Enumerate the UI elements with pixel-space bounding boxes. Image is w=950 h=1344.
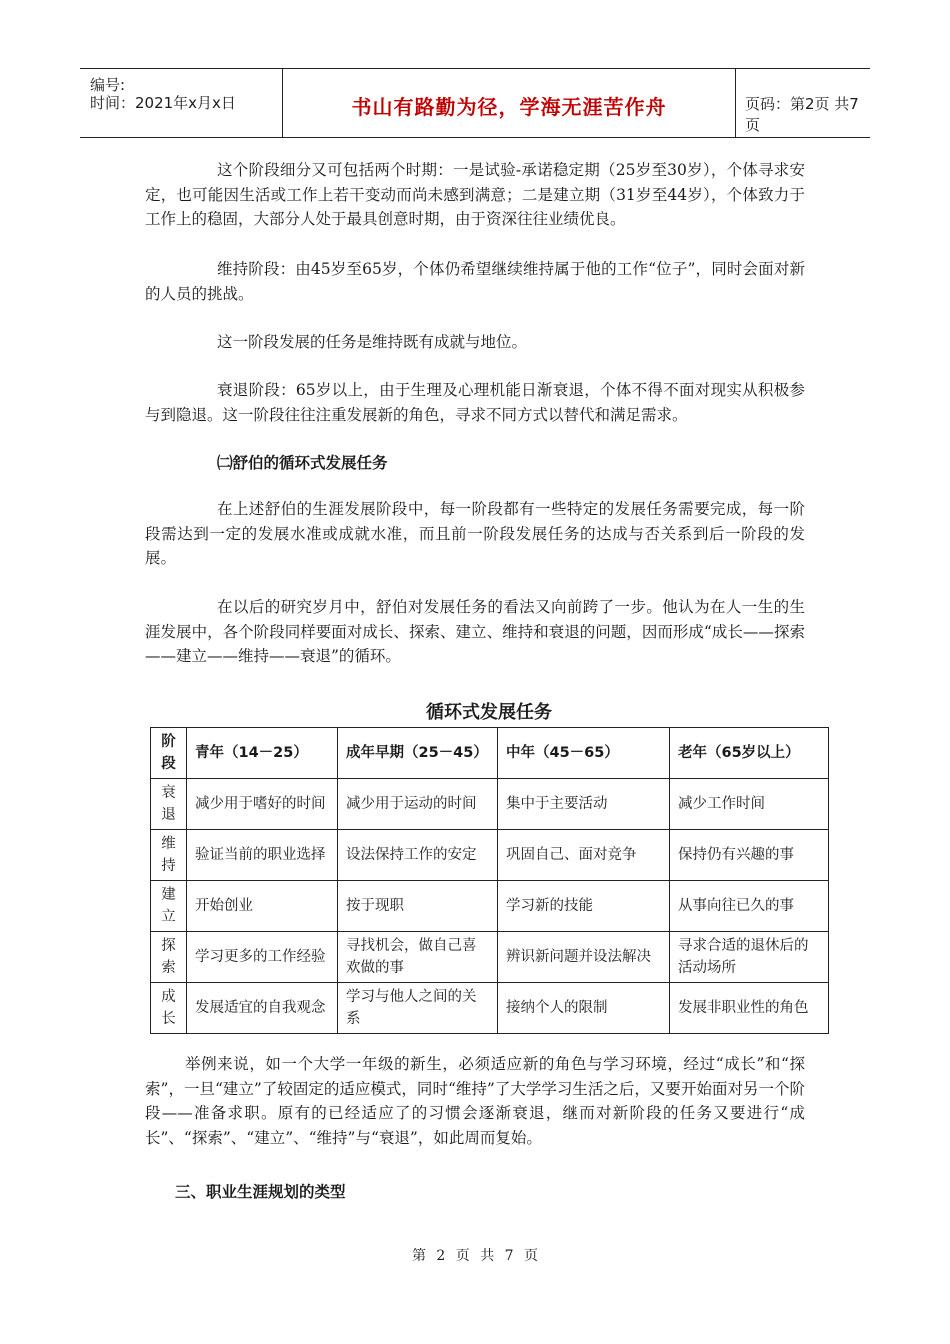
header-meta-cell bbox=[80, 69, 282, 137]
table-cell: 发展适宜的自我观念 bbox=[187, 983, 338, 1034]
motto-text: 书山有路勤为径，学海无涯苦作舟 bbox=[351, 95, 667, 119]
header-page-info: 页码：第2页 共7页 bbox=[745, 95, 859, 134]
table-row bbox=[151, 830, 829, 881]
table-row bbox=[151, 932, 829, 983]
table-cell: 学习更多的工作经验 bbox=[187, 932, 338, 983]
table-cell: 寻找机会，做自己喜欢做的事 bbox=[338, 932, 498, 983]
table-row bbox=[151, 779, 829, 830]
paragraph-cycle-theory: 在以后的研究岁月中，舒伯对发展任务的看法又向前跨了一步。他认为在人一生的生涯发展中，各个阶段同样要面对成长、探索、建立、维持和衰退的问题，因而形成“成长——探索——建立——维持——衰退”的循环。 bbox=[145, 598, 805, 665]
table-cell: 设法保持工作的安定 bbox=[338, 830, 498, 881]
document-time-label: 时间：2021年x月x日 bbox=[90, 94, 236, 112]
table-cell: 保持仍有兴趣的事 bbox=[670, 830, 829, 881]
table-cell: 发展非职业性的角色 bbox=[670, 983, 829, 1034]
paragraph-establishment-periods: 这个阶段细分又可包括两个时期：一是试验-承诺稳定期（25岁至30岁），个体寻求安定，也可能因生活或工作上若干变动而尚未感到满意；二是建立期（31岁至44岁），个体致力于工作上的稳固，大部分人处于最具创意时期，由于资深往往业绩优良。 bbox=[145, 161, 805, 228]
table-cell: 开始创业 bbox=[187, 881, 338, 932]
table-row bbox=[151, 881, 829, 932]
stage-cell: 衰退 bbox=[151, 779, 187, 830]
header-old-age: 老年（65岁以上） bbox=[670, 728, 829, 779]
header-motto-cell bbox=[282, 69, 736, 137]
table-title: 循环式发展任务 bbox=[426, 702, 552, 723]
table-cell: 从事向往已久的事 bbox=[670, 881, 829, 932]
paragraph-maintenance-stage: 维持阶段：由45岁至65岁，个体仍希望继续维持属于他的工作“位子”，同时会面对新的人员的挑战。 bbox=[145, 260, 805, 303]
document-number-label: 编号: bbox=[90, 76, 126, 94]
table-cell: 巩固自己、面对竞争 bbox=[498, 830, 670, 881]
table-cell: 接纳个人的限制 bbox=[498, 983, 670, 1034]
table-cell: 减少用于嗜好的时间 bbox=[187, 779, 338, 830]
stage-cell: 成长 bbox=[151, 983, 187, 1034]
table-cell: 按于现职 bbox=[338, 881, 498, 932]
section-heading-cyclic-tasks: ㈡舒伯的循环式发展任务 bbox=[217, 454, 388, 472]
header-stage: 阶段 bbox=[151, 728, 187, 779]
table-header-row bbox=[151, 728, 829, 779]
paragraph-super-tasks: 在上述舒伯的生涯发展阶段中，每一阶段都有一些特定的发展任务需要完成，每一阶段需达到一定的发展水准或成就水准，而且前一阶段发展任务的达成与否关系到后一阶段的发展。 bbox=[145, 500, 805, 567]
header-middle-age: 中年（45－65） bbox=[498, 728, 670, 779]
table-cell: 减少工作时间 bbox=[670, 779, 829, 830]
page-footer: 第 2 页 共 7 页 bbox=[411, 1248, 539, 1264]
stage-cell: 建立 bbox=[151, 881, 187, 932]
table-cell: 减少用于运动的时间 bbox=[338, 779, 498, 830]
table-cell: 集中于主要活动 bbox=[498, 779, 670, 830]
table-cell: 辨识新问题并设法解决 bbox=[498, 932, 670, 983]
header-page-cell bbox=[735, 69, 870, 137]
stage-cell: 探索 bbox=[151, 932, 187, 983]
table-cell: 寻求合适的退休后的活动场所 bbox=[670, 932, 829, 983]
paragraph-freshman-example: 举例来说，如一个大学一年级的新生，必须适应新的角色与学习环境，经过“成长”和“探索”，一旦“建立”了较固定的适应模式，同时“维持”了大学学习生活之后，又要开始面对另一个阶段——准备求职。原有的已经适应了的习惯会逐渐衰退，继而对新阶段的任务又要进行“成长”、“探索”、“建立”、“维持”与“衰退”，如此周而复始。 bbox=[145, 1055, 805, 1147]
section-heading-career-types: 三、职业生涯规划的类型 bbox=[175, 1183, 346, 1201]
table-row bbox=[151, 983, 829, 1034]
table-cell: 学习与他人之间的关系 bbox=[338, 983, 498, 1034]
table-cell: 学习新的技能 bbox=[498, 881, 670, 932]
page-header bbox=[80, 68, 870, 138]
paragraph-decline-stage: 衰退阶段：65岁以上，由于生理及心理机能日渐衰退，个体不得不面对现实从积极参与到隐退。这一阶段往往注重发展新的角色，寻求不同方式以替代和满足需求。 bbox=[145, 381, 805, 424]
table-cell: 验证当前的职业选择 bbox=[187, 830, 338, 881]
stage-cell: 维持 bbox=[151, 830, 187, 881]
header-youth: 青年（14－25） bbox=[187, 728, 338, 779]
header-early-adult: 成年早期（25－45） bbox=[338, 728, 498, 779]
cyclic-tasks-table bbox=[150, 727, 829, 1034]
paragraph-maintenance-task: 这一阶段发展的任务是维持既有成就与地位。 bbox=[217, 333, 528, 351]
